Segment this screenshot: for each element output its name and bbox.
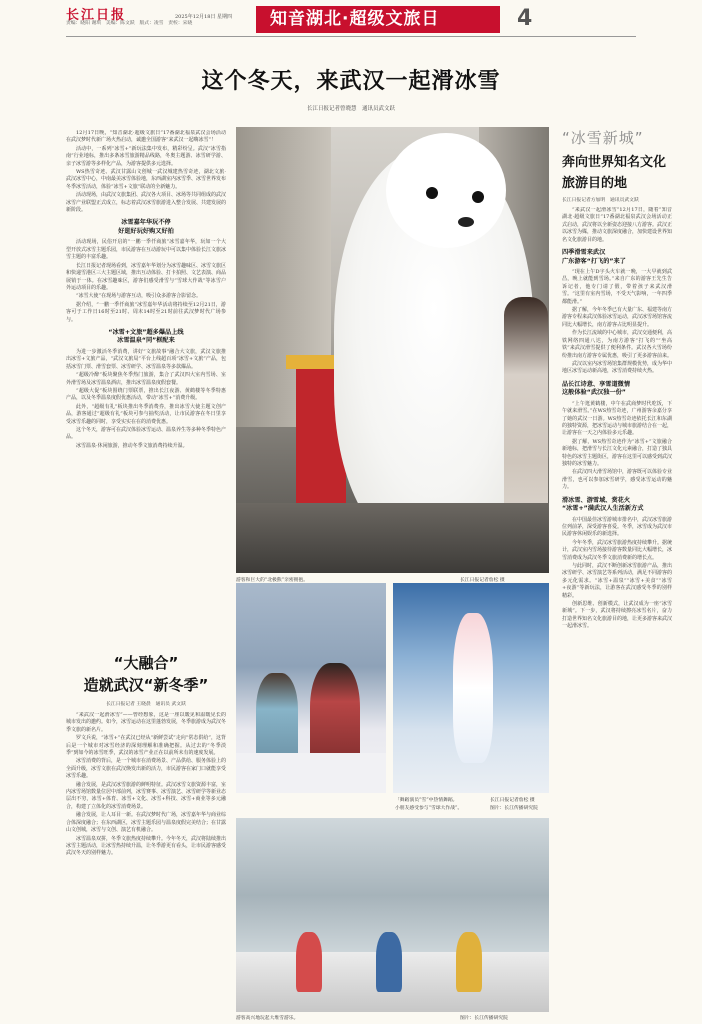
section-banner: 知音湖北·超级文旅日 (256, 6, 500, 33)
paragraph: 这个冬天，游客可在武汉体验冰雪运动、温泉养生等多种冬季特色产品。 (66, 427, 226, 441)
paragraph: 活动中，一系列“冰雪+”新玩法集中发布，精彩纷呈。武汉“冰雪指南”行业地标，推出多条冰雪旅游精品线路，冬奥主题游、冰雪研学游、亲子冰雪游等多样化产品，为游客提供多元选择。 (66, 145, 226, 167)
paragraph: 作为长江流域的中心城市，武汉交通便利，高铁网络四通八达，为南方游客“打飞的”“坐高铁”来武汉滑雪提供了便利条件。武汉各大雪场纷纷推出南方游客专属优惠，吸引了更多游客前来。 (562, 330, 672, 359)
photo-credit: 长江日报记者詹松 摄 (490, 798, 535, 803)
paragraph: “超级冷醉”板块聚焦冬季热门旅游，集合了武汉四大室内雪场、室外滑雪场及冰雪温泉酒店，推出冰雪温泉度假套餐。 (66, 372, 226, 386)
photo-dancer (393, 583, 549, 793)
paragraph: 武汉以室内冰雪场馆集群规模优势，成为华中地区冰雪运动新高地，冰雪消费持续火热。 (562, 360, 672, 375)
paragraph: 今年冬季，武汉冰雪旅游热度持续攀升。据统计，武汉室内雪场接待游客数量同比大幅增长，冰雪消费成为武汉冬季文旅消费新的增长点。 (562, 539, 672, 561)
photo-caption: 「舞蹈演员“雪”中热情舞蹈。 (395, 798, 458, 803)
paragraph: 据介绍，“一鹏一季仟商旅”冰雪嘉年华活动将持续至12月21日，游客可于工作日16时至21时、周末14时至21时前往武汉梦时代广场参与。 (66, 301, 226, 323)
photo-snow (236, 753, 386, 793)
photo-bear-head (386, 133, 506, 248)
paragraph: 12月17日晚，“知音湖北·超级文旅日”17番湖北福泉武汉会场活动在武汉梦时代新广场火热启动，诚邀全国游客“来武汉一起嗨冰雪”！ (66, 130, 226, 144)
right-headline: 奔向世界知名文化旅游目的地 (562, 155, 667, 191)
editor-credits: 责编：晓阳 谢琪 美编：陈文跃 版式：凌雪 责校：宋晓 (66, 21, 193, 26)
paragraph: 为进一步激活冬季消费，讲好“文旅故事”融合大文旅，武汉文旅推出冰雪+文旅产品，“武汉文旅局”平台上线超百项“冰雪+文旅”产品，包括冰雪门票、滑雪套票、冰雪研学、冰雪温泉等多款爆品。 (66, 348, 226, 370)
left-bottom-headline (66, 652, 226, 707)
paragraph: 冰雪消费的背后，是一个城市在消费场景、产品供给、服务体验上的全面升级，冰雪文旅在武汉焕发出新的活力，市民游客在家门口就能享受冰雪乐趣。 (66, 758, 226, 780)
photo-child (376, 932, 402, 992)
paragraph: 长江日报记者现场看到，冰雪嘉年华划分为冰雪趣味区、冰雪文旅区和快递雪港区三大主题区域，推出互动体验、打卡拍照、文艺表演、商品展销于一体。在冰雪趣味区，游客们感受滑雪与“雪球大作战”等冰雪户外运动项目的乐趣。 (66, 262, 226, 291)
subheading-lifestyle: 滑冰雪、游雪域、赏花火 “冰雪+”满武汉人生活新方式 (562, 496, 644, 513)
paragraph: 罗文兵说，“冰雪+”在武汉已经从“新鲜尝试”走向“常态供给”，这背后是一个城市对冰雪经济的深刻理解和准确把握。从过去的“冬季淡季”到如今的冰雪旺季，武汉的冰雪产业正在以前所未有的速度发展。 (66, 735, 226, 757)
paragraph: 据了解，WS热雪奇迹作为“冰雪+”文旅融合新地标，把滑雪与长江文化元素融合，打造了独具特色的冰雪主题街区，游客在这里可以感受到武汉独特的冰雪魅力。 (562, 438, 672, 467)
subheading-products: “冰雪+文旅”超多爆品上线 冰雪温泉“同”框配来 (108, 328, 184, 345)
photo-ground (236, 503, 549, 573)
subheading-four-seasons: 四季滑雪来武汉 广东游客“打飞的”来了 (562, 249, 626, 265)
section-tag: “冰雪新城” (562, 129, 644, 147)
photo-dancer-figure (453, 613, 493, 763)
photo-credit: 长江日报记者詹松 摄 (460, 578, 505, 583)
paragraph: 创新思维、创新模式，让武汉成为一座“冰雪新城”。下一步，武汉将持续擦亮冰雪名片，奋力打造世界知名文化旅游目的地，让更多游客来武汉一起滑冰雪。 (562, 601, 672, 630)
paragraph: 冰雪温泉·休闲旅游，推动冬季文旅消费持续升温。 (76, 442, 188, 449)
photo-credit: 图片：长江传播研究院 (460, 1016, 508, 1021)
photo-caption: 游客高兴地玩起大堆雪游乐。 (236, 1016, 299, 1021)
photo-child (456, 932, 482, 992)
photo-snow-play (236, 818, 549, 1012)
masthead-divider (66, 36, 636, 37)
photo-bear-eye (426, 187, 438, 199)
photo-caption: 小朋友感受参与“雪球大作战”。 (395, 806, 463, 811)
main-byline: 长江日报记者曾晓慧 通讯员武文跃 (306, 106, 395, 112)
photo-children-snowballs (236, 583, 386, 793)
newspaper-logo: 长江日报 (66, 8, 127, 23)
right-article-column (562, 207, 672, 1015)
photo-child (256, 673, 298, 763)
paragraph: “上午逛黄鹤楼，中午在武商梦时代吃饭，下午就来滑雪。”在WS热雪奇迹，广州游客余嘉分享了她的武汉一日游。WS热雪奇迹依托长江和东湖的独特资源，把冰雪运动与城市旅游结合在一起，让游客在一天之内体验多元乐趣。 (562, 400, 672, 437)
paragraph: “现在上午D字头火车就一晚，一大早就到武昌，晚上就能到雪场。”来自广东的游客王先生告诉记者，他专门请了假，带着孩子来武汉滑雪。“这里有室内雪场，不受天气影响，一年四季都能滑。” (562, 269, 672, 305)
photo-bear-eye (472, 191, 484, 203)
paragraph: “来武汉一起滑冰雪”——曾经想象，这是一座以暖见和温暖见长的城市发出的邀约。如今，冰雪运动在这里蓬勃发展，冬季旅游成为武汉冬季文旅的新名片。 (66, 712, 226, 733)
masthead (0, 0, 702, 48)
photo-polar-bear (236, 127, 549, 573)
left-bottom-column (66, 712, 226, 1012)
paragraph: WS热雪奇迹、武汉甘露山文创城一武汉城建热雪奇迹，湖北文旅·武汉冰雪中心，中南最美冰雪体验地，东西湖室内冰雪季、冰雪世界发布冬季冰雪活动，体验“冰雪+文旅”联动的全新魅力。 (66, 169, 226, 190)
paragraph: 活动现场，民俗开启的“一鹏一季仟商旅”冰雪嘉年华，玩如一个大型开放式冰雪主题乐园，市民游客在互动游玩中可以集中体验长江文旅冰雪主题的丰富乐趣。 (66, 239, 226, 261)
headline-line-2: 造就武汉“新冬季” (83, 676, 209, 694)
paragraph: “冰雪大使”在现场与游客互动，吸引众多游客合影留念。 (76, 293, 202, 300)
subheading-yangtze: 品长江诗意、享雪道微情 这般体验“武汉独一份” (562, 380, 631, 397)
main-article-column (66, 130, 226, 635)
page-number: 4 (517, 6, 533, 31)
right-byline: 长江日报记者方加明 通讯员武文跃 (562, 198, 639, 203)
paragraph: 活动现场，由武汉文旅集团、武汉各大项目、冰场等共同组成的武汉冰雪产业联盟正式成立，标志着武汉冰雪旅游进入整合发展、共建发展的新阶段。 (66, 192, 226, 214)
photo-caption: 游客和巨大的“北极熊”亲密拥抱。 (236, 578, 309, 583)
paragraph: 融合发展，让人耳目一新。在武汉梦时代广场，冰雪嘉年华与商业综合体深度融合；在东西湖区，冰雪主题乐园与温泉度假完美结合；在甘露山文创城，冰雪与文创、演艺有机融合。 (66, 812, 226, 834)
photo-bear-nose (458, 217, 474, 227)
paragraph: “来武汉一起滑冰雪”12月17日，随着“知音湖北·超级文旅日”17番湖北福泉武汉会场活动正式启动，武汉将以全新姿态迎接八方游客。武汉正以冰雪为媒，推动文旅深度融合，加快建设世界知名文化旅游目的地。 (562, 207, 672, 243)
paragraph: “超级大促”板块围绕门票联票，推出长江夜游、黄鹤楼等冬季特惠产品，以及冬季温泉度假优惠活动，带动“冰雪+”消费升级。 (66, 387, 226, 402)
left-bottom-byline: 长江日报记者 王晓晨 通讯员 武文跃 (106, 702, 186, 707)
issue-date: 2025年12月18日 星期四 (175, 14, 233, 20)
paragraph: 此外，“超级有礼”板块推出冬季消费券，推出冰雪大使主题文创产品，游客通过“超级有礼”板块可参与抽奖活动，让市民游客在冬日里享受冰雪乐趣的同时，享受实实在在的消费优惠。 (66, 403, 226, 425)
paragraph: 冰雪温泉双拼，冬季文旅热度持续攀升。今年冬天，武汉将陆续推出冰雪主题活动，让冰雪热持续升温，让冬季游更有看头，让市民游客感受武汉冬天的别样魅力。 (66, 835, 226, 857)
paragraph: 据了解，今年冬季已有大量广东、福建等南方游客专程来武汉体验冰雪运动，武汉冰雪场馆客流同比大幅增长，南方游客占比明显提升。 (562, 307, 672, 328)
subheading-carnival: 冰雪嘉年华玩不停 好逛好玩好购又好拍 (118, 219, 174, 235)
headline-line-1: “大融合” (113, 654, 179, 672)
paragraph: 在中国最佳冰雪游城市排名中，武汉冰雪旅游位列前茅，深受游客喜爱。冬季，冰雪成为武汉市民游客休闲娱乐的新选择。 (562, 516, 672, 538)
main-headline: 这个冬天，来武汉一起滑冰雪 (201, 69, 501, 94)
paragraph: 融合发展，是武汉冰雪旅游的鲜明特征。武汉冰雪文旅资源丰富，室内冰雪场馆数量位居中部前列，冰雪赛事、冰雪演艺、冰雪研学等新业态层出不穷，冰雪+体育、冰雪+文化、冰雪+科技、冰雪+商业等多元融合，构建了立体化的冰雪消费场景。 (66, 781, 226, 810)
photo-child (296, 932, 322, 992)
photo-credit: 图片：长江传播研究院 (490, 806, 538, 811)
paragraph: 与此同时，武汉不断创新冰雪旅游产品，推出冰雪研学、冰雪演艺等系列活动，满足不同游客的多元化需求。“冰雪+温泉”“冰雪+美食”“冰雪+夜游”等新玩法，让游客在武汉感受冬季的别样精彩。 (562, 563, 672, 599)
paragraph: 在武汉四大滑雪场馆中，游客既可以体验专业滑雪，也可以参加冰雪研学，感受冰雪运动的魅力。 (562, 469, 672, 491)
